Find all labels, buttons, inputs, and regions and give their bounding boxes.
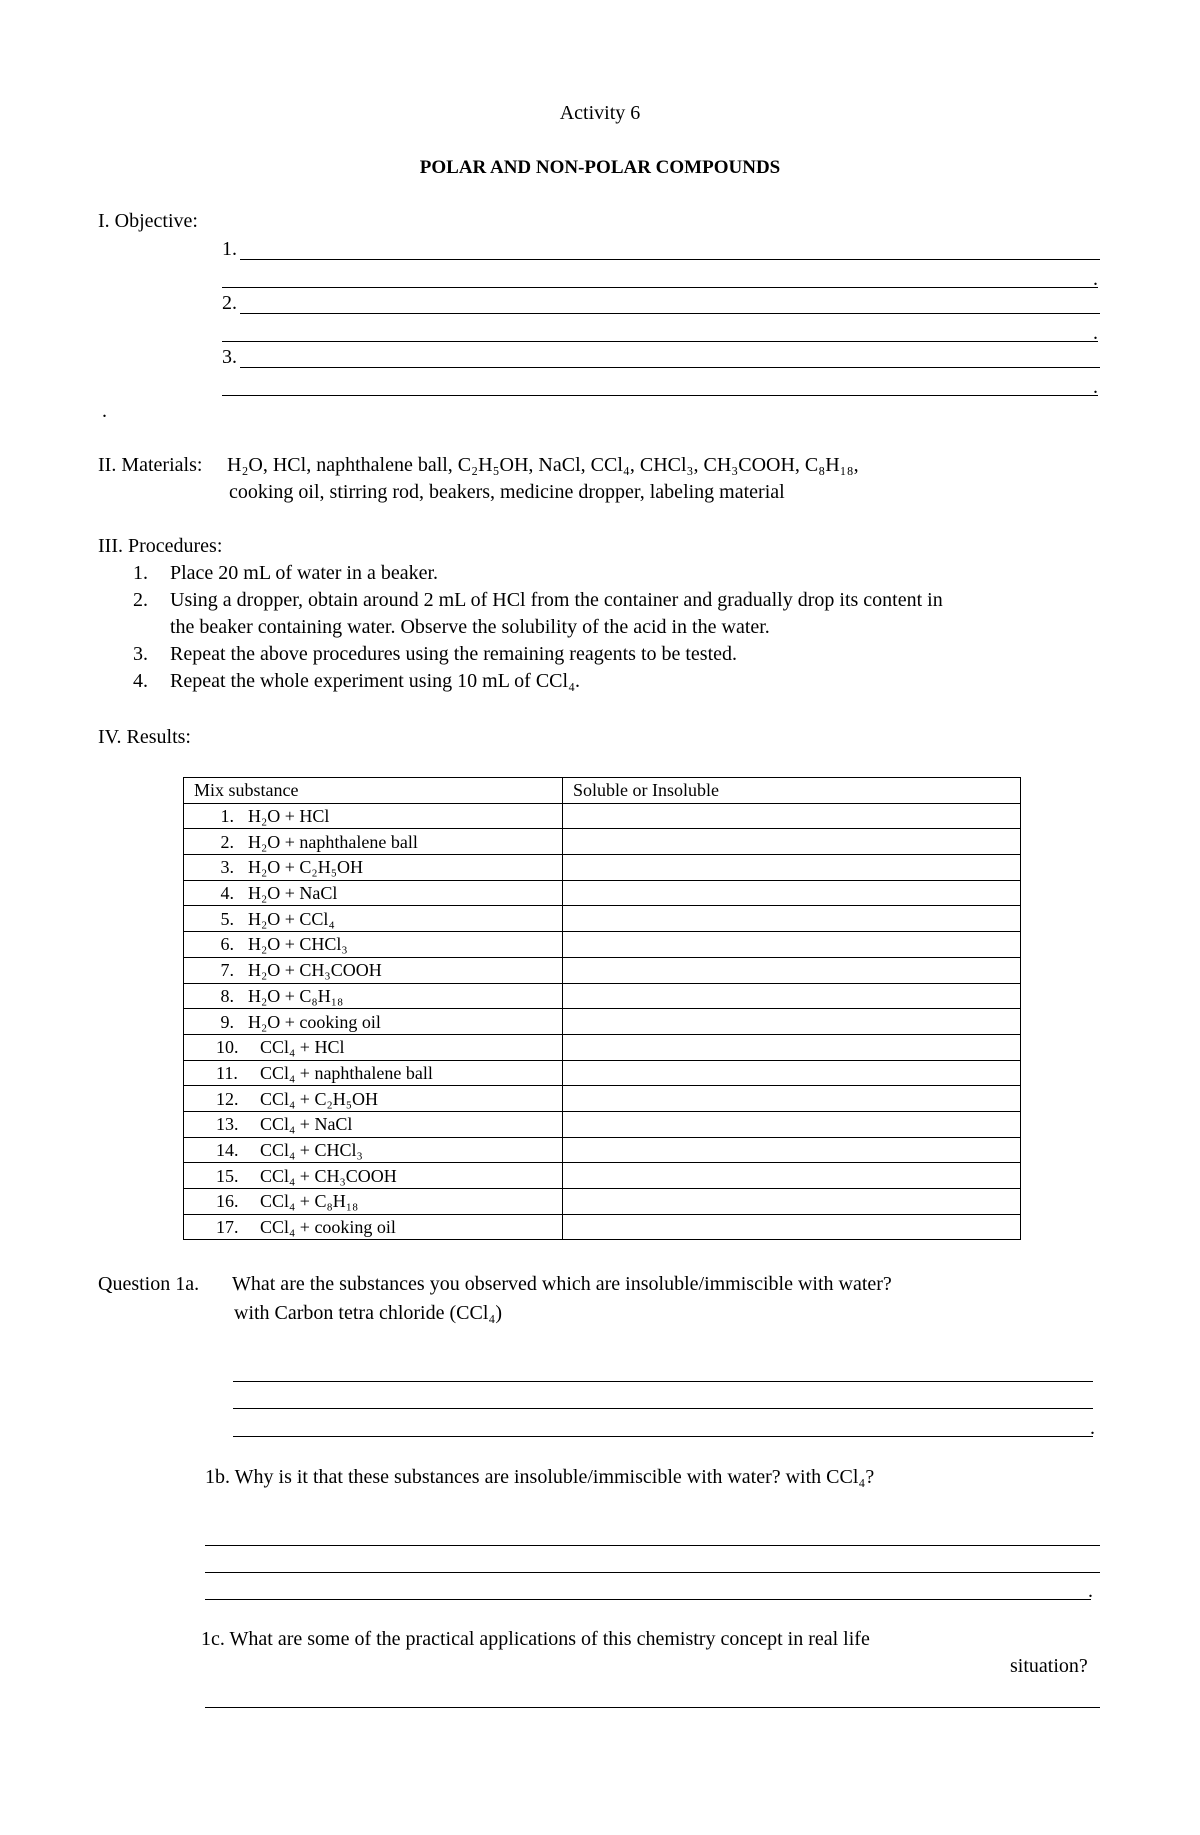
mix-substance: H₂O + CHCl₃ (248, 934, 348, 955)
answer-1a-line-3[interactable] (233, 1436, 1093, 1437)
mix-substance-cell (184, 829, 563, 855)
step-number: 2. (133, 589, 148, 611)
answer-1a-line-1[interactable] (233, 1381, 1093, 1382)
row-number: 14. (216, 1139, 239, 1160)
mix-substance-cell (184, 1137, 563, 1163)
solubility-answer-cell[interactable] (563, 880, 1021, 906)
solubility-answer-cell[interactable] (563, 957, 1021, 983)
objective-1-line-b[interactable] (222, 287, 1098, 288)
question-1b-text: 1b. Why is it that these substances are insoluble/immiscible with water? with CCl₄? (205, 1466, 875, 1488)
row-number: 16. (216, 1191, 239, 1212)
row-number: 7. (220, 960, 234, 981)
row-number: 2. (220, 831, 234, 852)
mix-substance: CCl₄ + C₂H₅OH (260, 1088, 378, 1109)
table-row (184, 803, 1021, 829)
mix-substance: CCl₄ + cooking oil (260, 1217, 396, 1238)
table-row (184, 932, 1021, 958)
mix-substance-cell (184, 1111, 563, 1137)
answer-1c-line-1[interactable] (205, 1707, 1100, 1708)
table-row (184, 983, 1021, 1009)
table-row (184, 855, 1021, 881)
solubility-answer-cell[interactable] (563, 1034, 1021, 1060)
mix-substance: H₂O + NaCl (248, 883, 338, 904)
mix-substance-cell (184, 855, 563, 881)
solubility-answer-cell[interactable] (563, 1163, 1021, 1189)
procedures-heading: III. Procedures: (98, 535, 223, 557)
solubility-answer-cell[interactable] (563, 1060, 1021, 1086)
objective-number-3: 3. (222, 346, 237, 368)
mix-substance: H₂O + HCl (248, 806, 330, 827)
solubility-answer-cell[interactable] (563, 1189, 1021, 1215)
row-number: 1. (220, 806, 234, 827)
answer-1b-line-3[interactable] (205, 1599, 1091, 1600)
row-number: 5. (220, 908, 234, 929)
objective-3-end-mark: . (1093, 376, 1098, 398)
table-row (184, 1189, 1021, 1215)
mix-substance-cell (184, 1034, 563, 1060)
row-number: 13. (216, 1114, 239, 1135)
table-header-row (184, 778, 1021, 804)
objective-1-line-a[interactable] (240, 259, 1100, 260)
step-text: Place 20 mL of water in a beaker. (170, 562, 439, 584)
solubility-answer-cell[interactable] (563, 983, 1021, 1009)
mix-substance: H₂O + C₈H₁₈ (248, 985, 344, 1006)
mix-substance: H₂O + CH₃COOH (248, 960, 382, 981)
mix-substance-cell (184, 1086, 563, 1112)
row-number: 6. (220, 934, 234, 955)
solubility-answer-cell[interactable] (563, 1086, 1021, 1112)
solubility-answer-cell[interactable] (563, 855, 1021, 881)
table-row (184, 1214, 1021, 1240)
question-1a-text: What are the substances you observed which are insoluble/immiscible with water? (232, 1273, 892, 1295)
objective-1-end-mark: . (1093, 268, 1098, 290)
mix-substance: CCl₄ + HCl (260, 1037, 345, 1058)
objective-2-line-b[interactable] (222, 341, 1098, 342)
objective-heading: I. Objective: (98, 210, 198, 232)
solubility-answer-cell[interactable] (563, 1111, 1021, 1137)
table-row (184, 906, 1021, 932)
mix-substance-cell (184, 1189, 563, 1215)
activity-number: Activity 6 (559, 102, 641, 124)
question-1c-text-continued: situation? (1010, 1655, 1088, 1677)
objective-2-end-mark: . (1093, 322, 1098, 344)
mix-substance-cell (184, 1163, 563, 1189)
answer-1b-line-2[interactable] (205, 1572, 1100, 1573)
mix-substance: H₂O + CCl₄ (248, 908, 335, 929)
mix-substance: CCl₄ + C₈H₁₈ (260, 1191, 359, 1212)
materials-list-line1: H₂O, HCl, naphthalene ball, C₂H₅OH, NaCl, CCl₄, CHCl₃, CH₃COOH, C₈H₁₈, (227, 454, 859, 476)
objective-3-line-b[interactable] (222, 395, 1098, 396)
table-row (184, 1034, 1021, 1060)
table-row (184, 1060, 1021, 1086)
mix-substance-cell (184, 906, 563, 932)
row-number: 8. (220, 985, 234, 1006)
mix-substance-cell (184, 1214, 563, 1240)
row-number: 9. (220, 1011, 234, 1032)
step-text: Using a dropper, obtain around 2 mL of HCl from the container and gradually drop its content in (170, 589, 943, 611)
results-table (183, 777, 1021, 1240)
table-row (184, 829, 1021, 855)
step-number: 3. (133, 643, 148, 665)
table-row (184, 957, 1021, 983)
mix-substance: H₂O + C₂H₅OH (248, 857, 363, 878)
row-number: 12. (216, 1088, 239, 1109)
row-number: 11. (216, 1062, 238, 1083)
solubility-answer-cell[interactable] (563, 1137, 1021, 1163)
materials-heading: II. Materials: (98, 454, 203, 476)
mix-substance: H₂O + naphthalene ball (248, 831, 418, 852)
table-row (184, 1111, 1021, 1137)
step-text: Repeat the whole experiment using 10 mL of CCl₄. (170, 670, 581, 692)
row-number: 15. (216, 1165, 239, 1186)
table-row (184, 1009, 1021, 1035)
solubility-answer-cell[interactable] (563, 906, 1021, 932)
column-header-mix: Mix substance (184, 778, 563, 804)
mix-substance: H₂O + cooking oil (248, 1011, 381, 1032)
mix-substance-cell (184, 880, 563, 906)
row-number: 17. (216, 1217, 239, 1238)
mix-substance-cell (184, 803, 563, 829)
mix-substance: CCl₄ + NaCl (260, 1114, 353, 1135)
objective-3-line-a[interactable] (240, 367, 1100, 368)
objective-2-line-a[interactable] (240, 313, 1100, 314)
mix-substance: CCl₄ + naphthalene ball (260, 1062, 433, 1083)
objective-number-2: 2. (222, 292, 237, 314)
table-row (184, 1137, 1021, 1163)
step-text-continued: the beaker containing water. Observe the solubility of the acid in the water. (170, 616, 770, 638)
column-header-solubility: Soluble or Insoluble (563, 778, 1021, 804)
results-heading: IV. Results: (98, 726, 191, 748)
row-number: 10. (216, 1037, 239, 1058)
materials-list-line2: cooking oil, stirring rod, beakers, medicine dropper, labeling material (229, 481, 785, 503)
table-row (184, 1086, 1021, 1112)
mix-substance: CCl₄ + CHCl₃ (260, 1139, 363, 1160)
mix-substance: CCl₄ + CH₃COOH (260, 1165, 397, 1186)
solubility-answer-cell[interactable] (563, 829, 1021, 855)
step-number: 1. (133, 562, 148, 584)
mix-substance-cell (184, 1009, 563, 1035)
page-title: POLAR AND NON-POLAR COMPOUNDS (419, 157, 781, 178)
answer-1a-end-mark: . (1090, 1417, 1095, 1439)
mix-substance-cell (184, 957, 563, 983)
answer-1b-end-mark: . (1088, 1580, 1093, 1602)
solubility-answer-cell[interactable] (563, 1214, 1021, 1240)
table-row (184, 1163, 1021, 1189)
solubility-answer-cell[interactable] (563, 803, 1021, 829)
question-1a-text-continued: with Carbon tetra chloride (CCl₄) (234, 1302, 503, 1324)
mix-substance-cell (184, 983, 563, 1009)
step-text: Repeat the above procedures using the remaining reagents to be tested. (170, 643, 738, 665)
step-number: 4. (133, 670, 148, 692)
stray-dot: . (102, 400, 107, 422)
answer-1b-line-1[interactable] (205, 1545, 1100, 1546)
objective-number-1: 1. (222, 238, 237, 260)
mix-substance-cell (184, 932, 563, 958)
solubility-answer-cell[interactable] (563, 1009, 1021, 1035)
question-1a-label: Question 1a. (98, 1273, 200, 1295)
mix-substance-cell (184, 1060, 563, 1086)
row-number: 4. (220, 883, 234, 904)
table-row (184, 880, 1021, 906)
row-number: 3. (220, 857, 234, 878)
answer-1a-line-2[interactable] (233, 1408, 1093, 1409)
question-1c-text: 1c. What are some of the practical applications of this chemistry concept in real life (201, 1628, 870, 1650)
solubility-answer-cell[interactable] (563, 932, 1021, 958)
